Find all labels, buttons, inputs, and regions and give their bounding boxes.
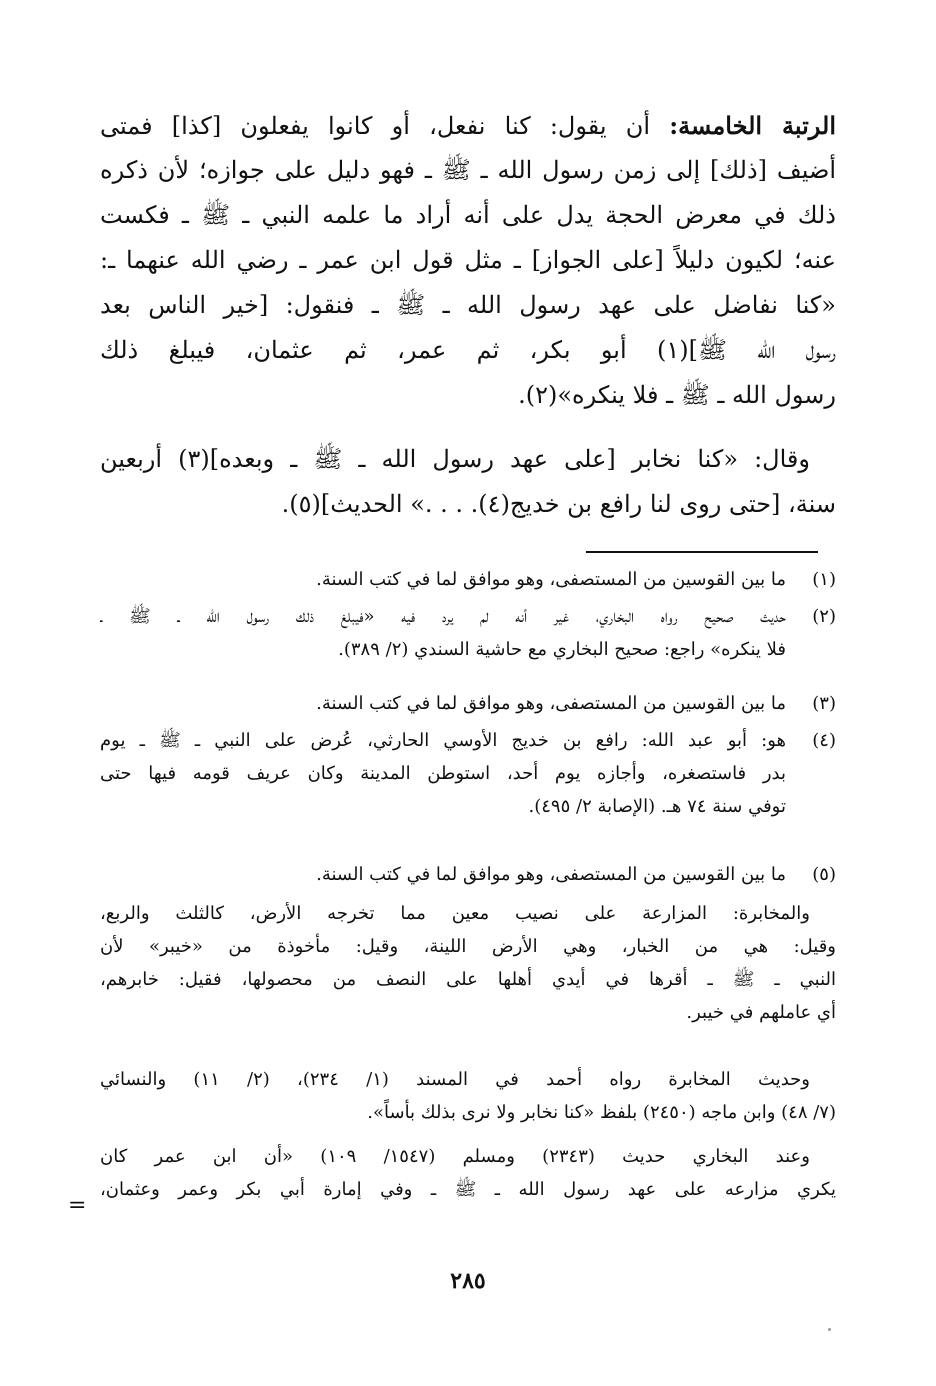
commentary-paragraph-3 [100, 1140, 836, 1206]
footnote-line: حديث صحيح رواه البخاري، غير أنه لم يرد فيه «فيبلغ ذلك رسول الله ـ ﷺ ـ [100, 606, 786, 627]
main-paragraph-1 [100, 103, 836, 418]
footnote-line: ما بين القوسين من المستصفى، وهو موافق لما في كتب السنة. [316, 864, 786, 885]
commentary-line: النبي ـ ﷺ ـ أقرها في أيدي أهلها على النصف من محصولها، فقيل: خابرهم، [100, 969, 836, 990]
main-line: الرتبة الخامسة: أن يقول: كنا نفعل، أو كانوا يفعلون [كذا] فمتى [100, 111, 836, 140]
footnote-separator [586, 551, 818, 553]
footnote-line: ما بين القوسين من المستصفى، وهو موافق لما في كتب السنة. [316, 569, 786, 590]
footnote-3 [100, 687, 836, 720]
commentary-line: وعند البخاري حديث (٢٣٤٣) ومسلم (١٥٤٧/ ١٠٩) «أن ابن عمر كان [100, 1146, 810, 1167]
main-line: ذلك في معرض الحجة يدل على أنه أراد ما علمه النبي ـ ﷺ ـ فكست [100, 201, 836, 229]
footnote-label: (٢) [812, 606, 836, 627]
commentary-line: وحديث المخابرة رواه أحمد في المسند (١/ ٢٣٤)، (٢/ ١١) والنسائي [100, 1069, 810, 1090]
commentary-paragraph-1 [100, 897, 836, 1029]
footnote-line: توفي سنة ٧٤ هـ. (الإصابة ٢/ ٤٩٥). [528, 796, 786, 817]
footnote-label: (١) [812, 569, 836, 590]
footnote-line: هو: أبو عبد الله: رافع بن خديج الأوسي الحارثي، عُرض على النبي ـ ﷺ ـ يوم [100, 730, 786, 751]
commentary-line: يكري مزارعه على عهد رسول الله ـ ﷺ ـ وفي إمارة أبي بكر وعمر وعثمان، [100, 1179, 836, 1200]
scan-speck [828, 1328, 831, 1331]
footnote-1 [100, 563, 836, 596]
commentary-line: (٧/ ٤٨) وابن ماجه (٢٤٥٠) بلفظ «كنا نخابر ولا نرى بذلك بأساً». [367, 1102, 836, 1123]
main-line: أضيف [ذلك] إلى زمن رسول الله ـ ﷺ ـ فهو دليل على جوازه؛ لأن ذكره [100, 156, 836, 184]
footnote-line: فلا ينكره» راجع: صحيح البخاري مع حاشية السندي (٢/ ٣٨٩). [338, 639, 786, 660]
commentary-paragraph-2 [100, 1063, 836, 1129]
commentary-line: والمخابرة: المزارعة على نصيب معين مما تخرجه الأرض، كالثلث والربع، [100, 903, 810, 924]
footnote-5 [100, 858, 836, 891]
footnote-line: ما بين القوسين من المستصفى، وهو موافق لما في كتب السنة. [316, 693, 786, 714]
main-line: عنه؛ لكيون دليلاً [على الجواز] ـ مثل قول ابن عمر ـ رضي الله عنهما ـ: [100, 246, 836, 274]
main-line: وقال: «كنا نخابر [على عهد رسول الله ـ ﷺ ـ وبعده](٣) أربعين [100, 445, 810, 473]
page-number: ٢٨٥ [450, 1268, 486, 1294]
footnote-2 [100, 600, 836, 666]
main-line: رسول الله ـ ﷺ ـ فلا ينكره»(٢). [518, 381, 836, 409]
main-line: رسول الله ﷺ](١) أبو بكر، ثم عمر، ثم عثمان، فيبلغ ذلك [100, 336, 836, 364]
continuation-mark: = [68, 1193, 87, 1218]
commentary-line: وقيل: هي من الخبار، وهي الأرض اللينة، وقيل: مأخوذة من «خيبر» لأن [100, 936, 836, 957]
footnote-4 [100, 724, 836, 823]
footnote-label: (٣) [812, 693, 836, 714]
main-paragraph-2 [100, 437, 836, 527]
section-heading: الرتبة الخامسة: [669, 111, 836, 140]
footnote-line: بدر فاستصغره، وأجازه يوم أحد، استوطن المدينة وكان عريف قومه فيها حتى [100, 763, 786, 784]
main-line: سنة، [حتى روى لنا رافع بن خديج(٤). . . .» الحديث](٥). [281, 490, 836, 518]
commentary-line: أي عاملهم في خيبر. [686, 1002, 836, 1023]
main-line: «كنا نفاضل على عهد رسول الله ـ ﷺ ـ فنقول: [خير الناس بعد [100, 291, 836, 319]
footnote-label: (٤) [812, 730, 836, 751]
footnote-label: (٥) [812, 864, 836, 885]
